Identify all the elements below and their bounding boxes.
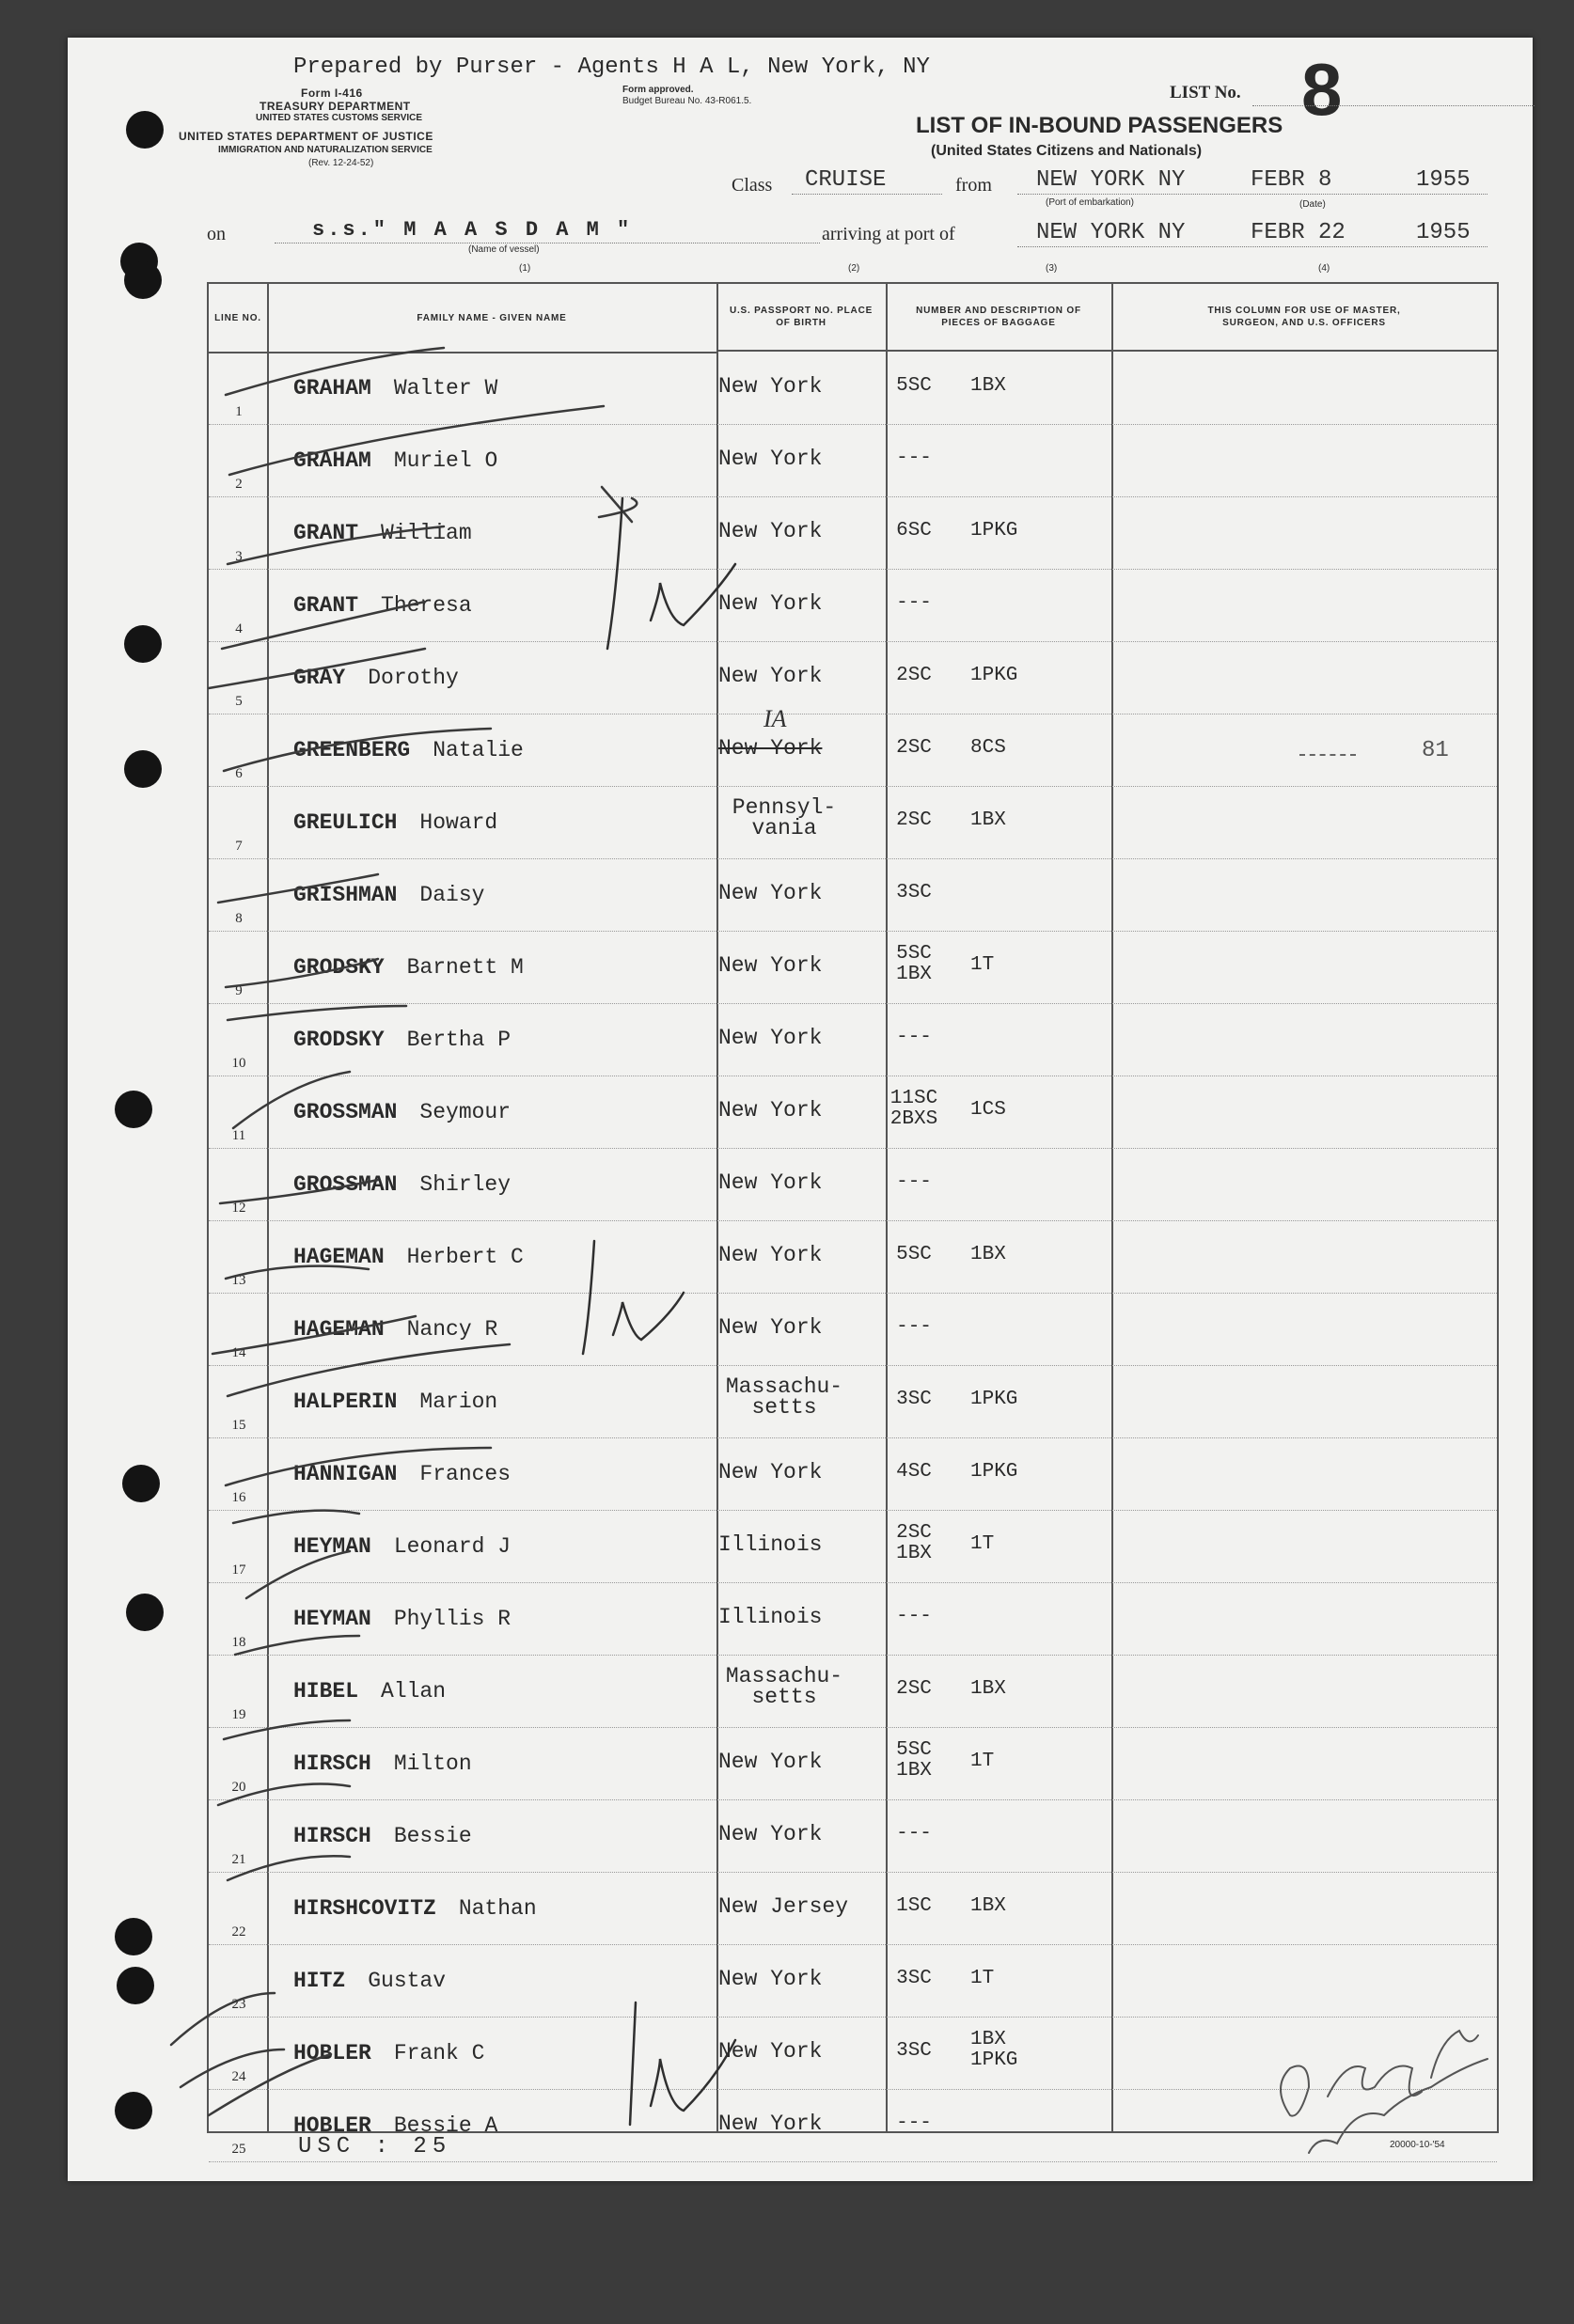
family-name: HOBLER (293, 2113, 371, 2138)
given-name: Bessie (393, 1824, 472, 1848)
col-number-1: (1) (519, 263, 531, 274)
line-number: 16 (231, 1490, 246, 1505)
family-name: HITZ (293, 1969, 346, 1993)
baggage-pieces: --- (896, 1823, 932, 1845)
line-number: 23 (231, 1997, 246, 2012)
greenberg-correction: IA (763, 705, 787, 732)
col-number-4: (4) (1318, 263, 1330, 274)
line-number: 8 (235, 911, 243, 926)
baggage-extra: 1PKG (970, 520, 1018, 542)
family-name: HIBEL (293, 1679, 359, 1704)
baggage-extra: 1BX (970, 1895, 1006, 1917)
baggage-pieces: --- (896, 1316, 932, 1338)
baggage-pieces: --- (896, 448, 932, 469)
baggage-extra: 1CS (970, 1099, 1006, 1121)
port-embark-caption: (Port of embarkation) (1046, 197, 1134, 208)
list-number: 8 (1301, 48, 1343, 131)
given-name: Nathan (458, 1896, 537, 1921)
given-name: Allan (381, 1679, 447, 1704)
place-of-birth: New York (718, 2112, 823, 2136)
manifest-page (68, 38, 1533, 2181)
line-number: 24 (231, 2069, 246, 2084)
baggage-extra: 1BX (970, 1244, 1006, 1265)
place-of-birth: New York (718, 881, 823, 905)
line-number: 1 (235, 404, 243, 419)
line-number: 7 (235, 839, 243, 854)
line-number: 19 (231, 1707, 246, 1722)
line-number: 15 (231, 1418, 246, 1433)
given-name: Bertha P (406, 1028, 512, 1052)
arrive-date: FEBR 22 (1251, 220, 1346, 245)
list-subtitle: (United States Citizens and Nationals) (931, 143, 1203, 159)
place-of-birth: New York (718, 1098, 823, 1123)
from-year: 1955 (1416, 167, 1471, 193)
baggage-extra: 1T (970, 1533, 995, 1555)
baggage-pieces: --- (896, 1606, 932, 1627)
budget-bureau: Budget Bureau No. 43-R061.5. (622, 96, 752, 106)
family-name: HEYMAN (293, 1534, 371, 1559)
line-number: 9 (235, 983, 243, 998)
family-name: GROSSMAN (293, 1172, 398, 1197)
baggage-extra: 1T (970, 1751, 995, 1772)
class-label: Class (732, 175, 773, 196)
col-header-line-no: LINE NO. (209, 284, 267, 353)
baggage-extra: 1BX (970, 809, 1006, 831)
place-of-birth: Illinois (718, 1532, 823, 1557)
list-no-label: LIST No. (1170, 83, 1241, 102)
place-of-birth: New York (718, 374, 823, 399)
given-name: Leonard J (393, 1534, 512, 1559)
baggage-pieces: 3SC (896, 1968, 932, 1989)
line-number: 11 (231, 1128, 246, 1143)
line-number: 18 (231, 1635, 246, 1650)
list-title: LIST OF IN-BOUND PASSENGERS (916, 113, 1283, 138)
vessel-name: s.s." M A A S D A M " (312, 218, 633, 242)
baggage-extra: 1PKG (970, 1389, 1018, 1410)
given-name: Gustav (368, 1969, 447, 1993)
usc-total: USC : 25 (298, 2134, 452, 2159)
line-number: 20 (231, 1780, 246, 1795)
baggage-pieces: 1SC (896, 1895, 932, 1917)
family-name: GREULICH (293, 810, 398, 835)
place-of-birth: New York (718, 1460, 823, 1484)
baggage-extra: 1PKG (970, 665, 1018, 686)
place-of-birth: New York (718, 1822, 823, 1846)
line-number: 13 (231, 1273, 246, 1288)
place-of-birth: New Jersey (718, 1894, 849, 1919)
baggage-pieces: --- (896, 2112, 932, 2134)
line-number: 10 (231, 1056, 246, 1071)
given-name: Frank C (393, 2041, 485, 2065)
given-name: Marion (419, 1390, 498, 1414)
line-number: 2 (235, 477, 243, 492)
given-name: Seymour (419, 1100, 512, 1124)
given-name: Natalie (433, 738, 524, 762)
baggage-pieces: 2SC (896, 1678, 932, 1700)
revision: (Rev. 12-24-52) (308, 158, 374, 168)
place-of-birth: New York (718, 1026, 823, 1050)
given-name: Shirley (419, 1172, 512, 1197)
form-approved: Form approved. (622, 85, 694, 95)
baggage-pieces: 2SC (896, 665, 932, 686)
col-number-3: (3) (1046, 263, 1058, 274)
given-name: Theresa (381, 593, 472, 618)
from-date: FEBR 8 (1251, 167, 1332, 193)
given-name: Nancy R (406, 1317, 498, 1342)
family-name: GRAHAM (293, 448, 371, 473)
line-number: 25 (231, 2142, 246, 2157)
given-name: William (381, 521, 472, 545)
place-of-birth: New York (718, 1750, 823, 1774)
baggage-pieces: 3SC (896, 1389, 932, 1410)
place-of-birth: Massachu- setts (725, 1664, 843, 1709)
line-number: 4 (235, 621, 243, 636)
line-number: 17 (231, 1562, 246, 1578)
officer-note: 81 (1422, 738, 1449, 763)
place-of-birth: New York (718, 736, 823, 761)
baggage-pieces: 2SC (896, 737, 932, 759)
justice-dept: UNITED STATES DEPARTMENT OF JUSTICE (179, 130, 433, 143)
family-name: HOBLER (293, 2041, 371, 2065)
given-name: Dorothy (368, 666, 459, 690)
place-of-birth: New York (718, 1170, 823, 1195)
given-name: Bessie A (393, 2113, 498, 2138)
given-name: Herbert C (406, 1245, 524, 1269)
line-number: 21 (231, 1852, 246, 1867)
place-of-birth: Pennsyl- vania (732, 795, 837, 840)
family-name: GRAY (293, 666, 346, 690)
baggage-pieces: 3SC (896, 2040, 932, 2062)
family-name: HAGEMAN (293, 1317, 385, 1342)
family-name: GROSSMAN (293, 1100, 398, 1124)
baggage-pieces: --- (896, 1027, 932, 1048)
date-caption: (Date) (1299, 199, 1326, 210)
col-header-officers: THIS COLUMN FOR USE OF MASTER, SURGEON, AND U.S. OFFICERS (1111, 284, 1497, 352)
given-name: Barnett M (406, 955, 524, 980)
arrive-port: NEW YORK NY (1036, 220, 1186, 245)
baggage-pieces: 5SC (896, 375, 932, 397)
baggage-pieces: --- (896, 1171, 932, 1193)
customs-service: UNITED STATES CUSTOMS SERVICE (256, 113, 423, 123)
given-name: Daisy (419, 883, 485, 907)
treasury-dept: TREASURY DEPARTMENT (260, 100, 411, 113)
line-number: 5 (235, 694, 243, 709)
baggage-pieces: --- (896, 592, 932, 614)
baggage-pieces: 5SC (896, 1244, 932, 1265)
baggage-extra: 1T (970, 954, 995, 976)
place-of-birth: New York (718, 953, 823, 978)
family-name: GRISHMAN (293, 883, 398, 907)
baggage-pieces: 11SC 2BXS (889, 1088, 938, 1130)
line-number: 14 (231, 1345, 246, 1360)
given-name: Frances (419, 1462, 512, 1486)
col-number-2: (2) (848, 263, 860, 274)
family-name: HEYMAN (293, 1607, 371, 1631)
place-of-birth: New York (718, 1243, 823, 1267)
line-number: 22 (231, 1924, 246, 1939)
family-name: HIRSCH (293, 1751, 371, 1776)
baggage-pieces: 3SC (896, 882, 932, 903)
pencil-checkmarks (68, 38, 1533, 2181)
family-name: GRANT (293, 521, 359, 545)
baggage-extra: 1PKG (970, 1461, 1018, 1483)
baggage-extra: 1BX (970, 375, 1006, 397)
from-label: from (955, 175, 992, 196)
given-name: Phyllis R (393, 1607, 512, 1631)
form-code: 20000-10-'54 (1390, 2140, 1445, 2150)
family-name: GRANT (293, 593, 359, 618)
place-of-birth: Massachu- setts (725, 1374, 843, 1420)
baggage-extra: 1BX (970, 1678, 1006, 1700)
baggage-pieces: 4SC (896, 1461, 932, 1483)
col-header-passport: U.S. PASSPORT NO. PLACE OF BIRTH (716, 284, 886, 352)
from-port: NEW YORK NY (1036, 167, 1186, 193)
ins: IMMIGRATION AND NATURALIZATION SERVICE (218, 145, 433, 155)
family-name: GREENBERG (293, 738, 411, 762)
family-name: HAGEMAN (293, 1245, 385, 1269)
given-name: Howard (419, 810, 498, 835)
arrive-year: 1955 (1416, 220, 1471, 245)
given-name: Walter W (393, 376, 498, 400)
vessel-caption: (Name of vessel) (468, 244, 540, 255)
col-header-name: FAMILY NAME - GIVEN NAME (267, 284, 716, 353)
given-name: Milton (393, 1751, 472, 1776)
baggage-extra: 8CS (970, 737, 1006, 759)
line-number: 3 (235, 549, 243, 564)
place-of-birth: New York (718, 1967, 823, 1991)
baggage-pieces: 6SC (896, 520, 932, 542)
baggage-pieces: 5SC 1BX (896, 1739, 932, 1782)
line-number: 12 (231, 1201, 246, 1216)
place-of-birth: New York (718, 447, 823, 471)
family-name: GRAHAM (293, 376, 371, 400)
form-number: Form I-416 (301, 86, 363, 100)
place-of-birth: New York (718, 2039, 823, 2064)
line-number: 6 (235, 766, 243, 781)
given-name: Muriel O (393, 448, 498, 473)
on-label: on (207, 224, 226, 244)
place-of-birth: Illinois (718, 1605, 823, 1629)
prepared-by: Prepared by Purser - Agents H A L, New York, NY (293, 55, 930, 80)
col-header-baggage: NUMBER AND DESCRIPTION OF PIECES OF BAGGAGE (886, 284, 1111, 352)
family-name: HALPERIN (293, 1390, 398, 1414)
place-of-birth: New York (718, 664, 823, 688)
class-value: CRUISE (805, 167, 887, 193)
arriving-label: arriving at port of (822, 224, 955, 244)
baggage-extra: 1BX 1PKG (970, 2029, 1018, 2071)
baggage-pieces: 2SC 1BX (896, 1522, 932, 1564)
place-of-birth: New York (718, 591, 823, 616)
baggage-pieces: 2SC (896, 809, 932, 831)
family-name: GRODSKY (293, 1028, 385, 1052)
family-name: GRODSKY (293, 955, 385, 980)
family-name: HIRSCH (293, 1824, 371, 1848)
baggage-pieces: 5SC 1BX (896, 943, 932, 985)
baggage-extra: 1T (970, 1968, 995, 1989)
family-name: HIRSHCOVITZ (293, 1896, 436, 1921)
place-of-birth: New York (718, 519, 823, 543)
place-of-birth: New York (718, 1315, 823, 1340)
family-name: HANNIGAN (293, 1462, 398, 1486)
